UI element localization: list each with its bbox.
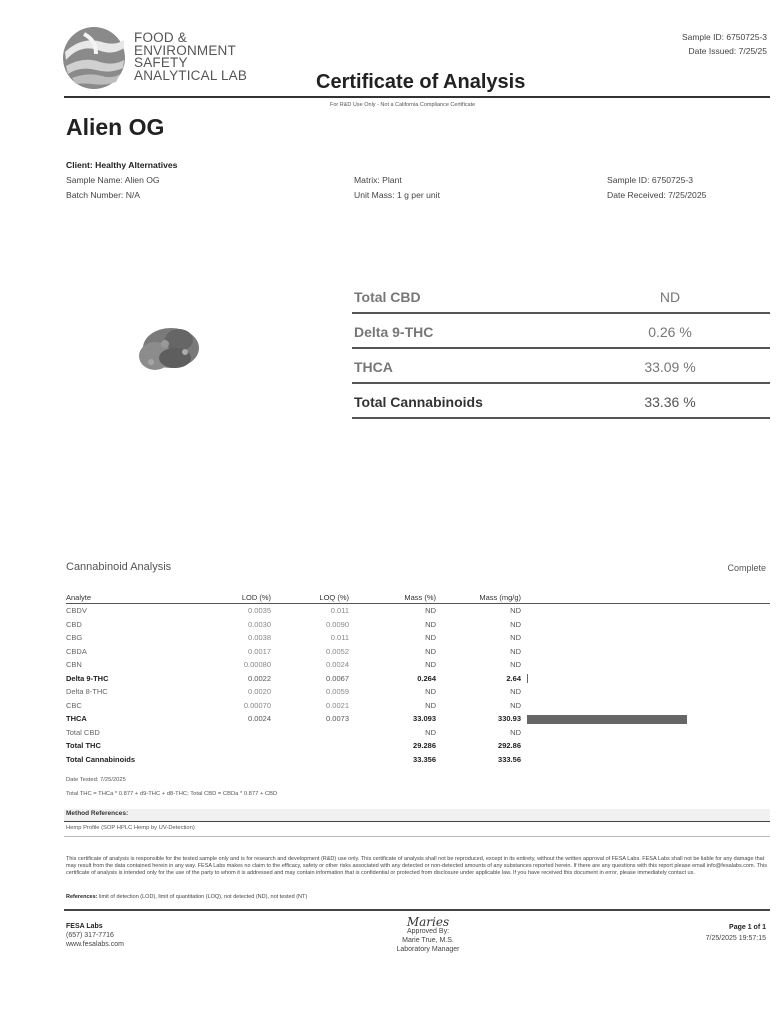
bar-cell <box>521 699 770 713</box>
table-row <box>66 658 770 672</box>
table-header-row <box>66 591 770 604</box>
analyte-cell: CBC <box>66 700 82 710</box>
mass-cell: ND <box>425 646 436 656</box>
company-name: FESA Labs <box>66 923 103 930</box>
document-title: Certificate of Analysis <box>316 71 526 93</box>
analyte-cell: THCA <box>66 714 87 724</box>
mg-cell: ND <box>510 606 521 616</box>
bar-cell <box>521 604 770 618</box>
cannabis-bud-icon <box>135 322 203 377</box>
table-row <box>66 739 770 753</box>
mass-cell: ND <box>425 700 436 710</box>
mg-cell: 2.64 <box>506 673 521 683</box>
bar-cell <box>521 753 770 767</box>
mass-cell: ND <box>425 606 436 616</box>
lod-cell: 0.0022 <box>248 673 271 683</box>
mg-cell: 330.93 <box>498 714 521 724</box>
bar-cell <box>521 631 770 645</box>
summary-value: ND <box>659 288 681 305</box>
bar-cell <box>521 712 770 726</box>
mg-cell: ND <box>510 646 521 656</box>
page-number: Page 1 of 1 <box>729 924 766 931</box>
mg-cell: ND <box>510 727 521 737</box>
loq-cell: 0.0052 <box>326 646 349 656</box>
footer-approval <box>360 915 496 954</box>
table-row <box>66 712 770 726</box>
mg-cell: ND <box>510 687 521 697</box>
mg-cell: ND <box>510 619 521 629</box>
mass-cell: 33.356 <box>413 754 436 764</box>
client-info <box>66 158 177 203</box>
header-date-issued: Date Issued: 7/25/25 <box>688 46 767 56</box>
lab-logo-icon <box>62 26 126 90</box>
bar-cell <box>521 618 770 632</box>
header-divider <box>64 96 770 98</box>
lab-logo-text <box>134 32 247 82</box>
matrix-info <box>354 173 440 203</box>
summary-label: Delta 9-THC <box>354 323 434 340</box>
lod-cell <box>216 726 271 740</box>
table-row <box>66 604 770 618</box>
loq-cell: 0.011 <box>330 633 349 643</box>
lod-cell: 0.0017 <box>248 646 271 656</box>
analyte-cell: Total THC <box>66 741 101 751</box>
company-website[interactable]: www.fesalabs.com <box>66 941 124 948</box>
company-phone: (657) 317-7716 <box>66 932 114 939</box>
summary-label: THCA <box>354 358 393 375</box>
lod-cell <box>216 739 271 753</box>
analyte-cell: Delta 8-THC <box>66 687 108 697</box>
column-header: Mass (%) <box>349 591 436 604</box>
mass-cell: ND <box>425 660 436 670</box>
loq-cell <box>271 739 349 753</box>
mg-cell: ND <box>510 700 521 710</box>
total-formula: Total THC = THCa * 0.877 + d9-THC + d8-THC; Total CBD = CBDa * 0.877 + CBD <box>66 791 278 797</box>
bar-cell <box>521 658 770 672</box>
analyte-cell: CBDA <box>66 646 87 656</box>
mass-bar <box>527 674 528 683</box>
sample-id: Sample ID: 6750725-3 <box>607 175 693 185</box>
lod-cell: 0.0038 <box>248 633 271 643</box>
footer-page-info <box>706 922 766 944</box>
mg-cell: 333.56 <box>498 754 521 764</box>
document-subtitle: For R&D Use Only - Not a California Compliance Certificate <box>330 102 476 108</box>
bar-cell <box>521 672 770 686</box>
loq-cell: 0.0073 <box>326 714 349 724</box>
loq-cell: 0.0024 <box>326 660 349 670</box>
header-sample-id: Sample ID: 6750725-3 <box>681 32 767 42</box>
bar-cell <box>521 645 770 659</box>
summary-label: Total Cannabinoids <box>354 393 483 410</box>
product-image <box>135 322 203 377</box>
logo-line: ENVIRONMENT <box>134 42 236 58</box>
table-row <box>66 631 770 645</box>
analyte-cell: Total Cannabinoids <box>66 754 136 764</box>
mass-cell: 0.264 <box>417 673 436 683</box>
mass-cell: ND <box>425 727 436 737</box>
column-header: LOD (%) <box>216 591 271 604</box>
bar-cell <box>521 739 770 753</box>
lod-cell: 0.00070 <box>243 700 271 710</box>
product-name: Alien OG <box>66 114 165 140</box>
summary-row-total <box>352 386 770 419</box>
summary-value: 33.09 % <box>644 358 696 375</box>
approver-title: Laboratory Manager <box>396 946 460 953</box>
date-tested: Date Tested: 7/25/2025 <box>66 777 126 783</box>
table-row <box>66 672 770 686</box>
table-row <box>66 699 770 713</box>
mass-cell: 29.286 <box>413 741 436 751</box>
signature: Maries <box>406 915 450 929</box>
summary-row <box>352 316 770 349</box>
column-header: Analyte <box>66 591 216 604</box>
logo-line: FOOD & <box>134 30 187 45</box>
loq-cell: 0.0090 <box>326 619 349 629</box>
analysis-status: Complete <box>727 563 766 573</box>
mass-cell: ND <box>425 619 436 629</box>
lod-cell <box>216 753 271 767</box>
column-header-bar <box>521 591 770 604</box>
mg-cell: 292.86 <box>498 741 521 751</box>
logo-line: SAFETY <box>134 55 188 70</box>
generated-timestamp: 7/25/2025 19:57:15 <box>705 935 766 942</box>
method-divider <box>64 836 770 837</box>
loq-cell: 0.0059 <box>326 687 349 697</box>
loq-cell <box>271 726 349 740</box>
analyte-cell: CBDV <box>66 606 87 616</box>
table-row <box>66 753 770 767</box>
lod-cell: 0.0020 <box>248 687 271 697</box>
footer-divider <box>64 909 770 911</box>
mg-cell: ND <box>510 633 521 643</box>
approver-name: Marie True, M.S. <box>402 937 454 944</box>
mass-cell: 33.093 <box>413 714 436 724</box>
analyte-cell: Total CBD <box>66 727 100 737</box>
cannabinoid-table <box>66 591 770 766</box>
loq-cell: 0.0067 <box>326 673 349 683</box>
summary-value: 33.36 % <box>644 393 696 410</box>
summary-label: Total CBD <box>354 288 421 305</box>
summary-value: 0.26 % <box>648 323 692 340</box>
analyte-cell: CBN <box>66 660 82 670</box>
lab-logo <box>62 26 252 92</box>
bar-cell <box>521 685 770 699</box>
method-title: Method References: <box>66 810 129 817</box>
column-header: Mass (mg/g) <box>436 591 521 604</box>
approved-by-label: Approved By: <box>406 928 450 935</box>
table-row <box>66 726 770 740</box>
mass-cell: ND <box>425 687 436 697</box>
mass-bar <box>527 715 687 724</box>
mass-cell: ND <box>425 633 436 643</box>
matrix: Matrix: Plant <box>354 175 402 185</box>
table-row <box>66 618 770 632</box>
references-text: limit of detection (LOD), limit of quantitation (LOQ), not detected (ND), not tested (NT) <box>97 894 308 900</box>
potency-summary <box>352 281 770 421</box>
unit-mass: Unit Mass: 1 g per unit <box>354 190 440 200</box>
column-header: LOQ (%) <box>271 591 349 604</box>
lod-cell: 0.0024 <box>248 714 271 724</box>
method-text: Hemp Profile (SOP HPLC Hemp by UV-Detection) <box>66 825 195 831</box>
references-label: References: <box>66 894 98 900</box>
summary-row <box>352 351 770 384</box>
lod-cell: 0.0030 <box>248 619 271 629</box>
sample-info <box>607 173 706 203</box>
analyte-cell: CBG <box>66 633 83 643</box>
client-name: Client: Healthy Alternatives <box>66 160 178 170</box>
table-row <box>66 685 770 699</box>
lod-cell: 0.00080 <box>243 660 271 670</box>
summary-row <box>352 281 770 314</box>
loq-cell: 0.0021 <box>326 700 349 710</box>
disclaimer: This certificate of analysis is responsible for the tested sample only and is for research and development (R&D) use only. This certificate of analysis shall not be reproduced, except in its entirety, without the written approval of FESA Labs. FESA Labs shall not be liable for any damage that may result from the data contained herein in any way. FESA Labs makes no claim to the efficacy, safety or other risks associated with any detected or non-detected amounts of any substances reported herein. If there are any questions with this report please email info@fesalabs.com. This certificate of analysis is intended only for the use of the party to whom it is addressed and may contain information that is confidential or protected from disclosure under applicable law. If you have received this document in error, please immediately contact us. <box>66 856 767 876</box>
footer-contact <box>66 922 124 949</box>
lod-cell: 0.0035 <box>248 606 271 616</box>
loq-cell: 0.011 <box>330 606 349 616</box>
method-header-bar <box>64 809 770 822</box>
references <box>66 894 307 900</box>
logo-line: ANALYTICAL LAB <box>134 67 248 83</box>
batch-number: Batch Number: N/A <box>66 190 141 200</box>
table-row <box>66 645 770 659</box>
analyte-cell: CBD <box>66 619 82 629</box>
date-received: Date Received: 7/25/2025 <box>607 190 707 200</box>
bar-cell <box>521 726 770 740</box>
analysis-title: Cannabinoid Analysis <box>66 561 172 573</box>
sample-name: Sample Name: Alien OG <box>66 175 160 185</box>
header-meta <box>682 30 767 58</box>
analyte-cell: Delta 9-THC <box>66 673 109 683</box>
mg-cell: ND <box>510 660 521 670</box>
loq-cell <box>271 753 349 767</box>
